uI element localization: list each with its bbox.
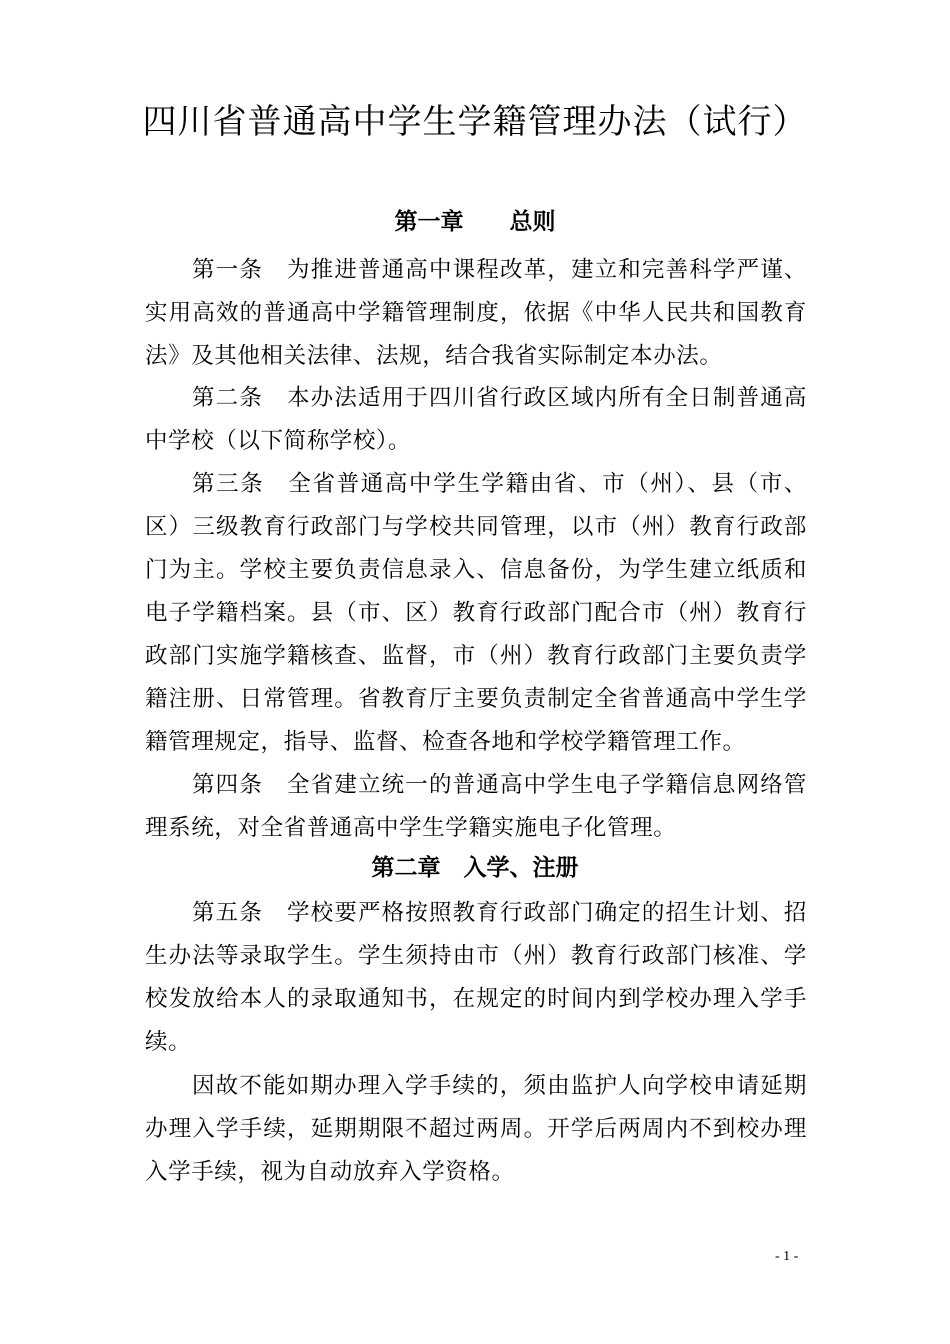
article-4-number: 第四条 <box>192 772 263 798</box>
article-5-continuation-text: 因故不能如期办理入学手续的，须由监护人向学校申请延期办理入学手续，延期期限不超过两周。开学后两周内不到校办理入学手续，视为自动放弃入学资格。 <box>145 1073 807 1185</box>
chapter-2-heading: 第二章 入学、注册 <box>371 855 579 881</box>
document-title: 四川省普通高中学生学籍管理办法（试行） <box>142 102 808 142</box>
article-3-text: 全省普通高中学生学籍由省、市（州）、县（市、区）三级教育行政部门与学校共同管理，以市（州）教育行政部门为主。学校主要负责信息录入、信息备份，为学生建立纸质和电子学籍档案。县（市、区）教育行政部门配合市（州）教育行政部门实施学籍核查、监督，市（州）教育行政部门主要负责学籍注册、日常管理。省教育厅主要负责制定全省普通高中学生学籍管理规定，指导、监督、检查各地和学校学籍管理工作。 <box>145 471 807 755</box>
article-5-text: 学校要严格按照教育行政部门确定的招生计划、招生办法等录取学生。学生须持由市（州）教育行政部门核准、学校发放给本人的录取通知书，在规定的时间内到学校办理入学手续。 <box>145 900 807 1055</box>
chapter-1-heading: 第一章 总则 <box>394 209 556 235</box>
article-2-number: 第二条 <box>192 385 263 411</box>
article-3 <box>145 463 807 764</box>
article-4-text: 全省建立统一的普通高中学生电子学籍信息网络管理系统，对全省普通高中学生学籍实施电子化管理。 <box>145 772 807 841</box>
article-3-number: 第三条 <box>192 471 265 497</box>
article-5-continuation <box>145 1065 807 1194</box>
article-1-text: 为推进普通高中课程改革，建立和完善科学严谨、实用高效的普通高中学籍管理制度，依据《中华人民共和国教育法》及其他相关法律、法规，结合我省实际制定本办法。 <box>145 257 807 369</box>
article-2 <box>145 377 807 463</box>
article-5 <box>145 892 807 1064</box>
article-4 <box>145 764 807 850</box>
article-2-text: 本办法适用于四川省行政区域内所有全日制普通高中学校（以下简称学校）。 <box>145 385 807 454</box>
article-1-number: 第一条 <box>192 257 263 283</box>
article-5-number: 第五条 <box>192 900 263 926</box>
page-number: - 1 - <box>775 1249 799 1264</box>
article-1 <box>145 249 807 378</box>
